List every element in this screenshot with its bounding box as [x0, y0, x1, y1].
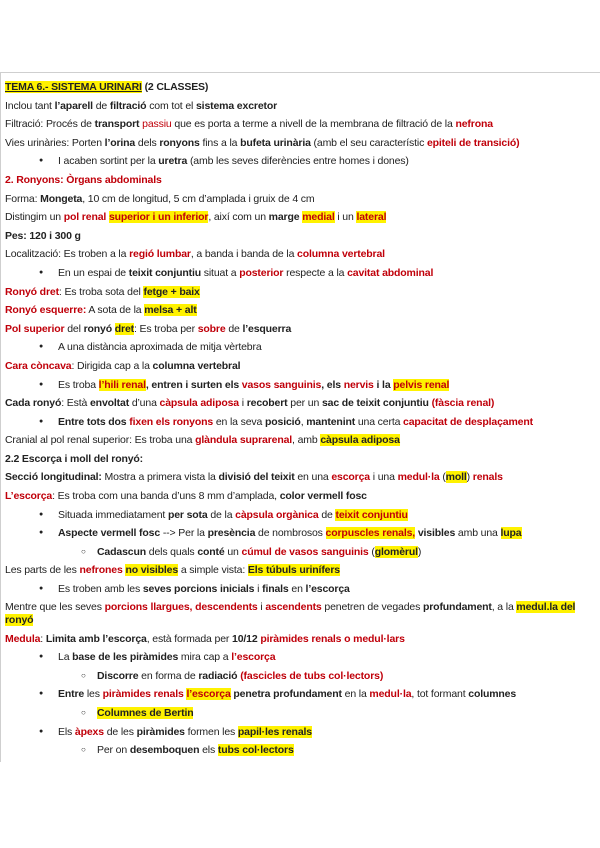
text-run: Entre — [58, 688, 85, 701]
text-run: nefrones — [79, 564, 123, 577]
text-run: Medula — [5, 632, 41, 645]
text-run: , entren i surten els — [145, 378, 242, 391]
bullet-line — [5, 704, 597, 723]
text-run: escorça — [331, 471, 370, 484]
text-run: A sota de la — [86, 304, 145, 317]
text-run: lateral — [356, 211, 387, 224]
text-run: ronyons — [159, 136, 200, 149]
text-run: dret — [114, 322, 135, 335]
text-run: tubs col·lectors — [217, 744, 294, 757]
text-run: de les — [103, 725, 137, 738]
text-run: per sota — [167, 508, 208, 521]
page-top-border — [0, 72, 600, 73]
text-run: columnes — [468, 688, 517, 701]
text-run: per un — [287, 397, 322, 410]
text-run: dels quals — [145, 545, 198, 558]
text-run: ronyó — [83, 322, 115, 335]
text-run: ( — [439, 471, 446, 484]
document-body — [5, 78, 597, 760]
text-line — [5, 468, 597, 487]
text-run: En un espai de — [58, 266, 129, 279]
text-run: columna vertebral — [297, 248, 385, 261]
text-run: amb una — [455, 527, 501, 540]
text-run: Aspecte vermell fosc — [58, 527, 161, 540]
text-run: Inclou tant — [5, 99, 55, 112]
text-run: i — [238, 397, 247, 410]
text-run: càpsula adiposa — [159, 397, 239, 410]
text-run: 2.2 Escorça i moll del ronyó: — [5, 452, 144, 465]
text-run: columna vertebral — [152, 359, 241, 372]
text-run: i — [254, 583, 263, 596]
text-run: Els túbuls urinífers — [247, 564, 340, 577]
text-line — [5, 357, 597, 376]
text-run: Els — [58, 725, 75, 738]
text-run: Es troben amb les — [58, 583, 143, 596]
text-run: conté — [197, 545, 225, 558]
text-run: càpsula adiposa — [320, 434, 400, 447]
text-run: Forma: — [5, 192, 41, 205]
text-run: sistema excretor — [195, 99, 278, 112]
text-run: , els — [321, 378, 344, 391]
text-run: melsa + alt — [144, 304, 197, 317]
text-run: no visibles — [125, 564, 179, 577]
text-run: capacitat de desplaçament — [403, 415, 533, 428]
text-run: : Dirigida cap a la — [71, 359, 153, 372]
text-run: glàndula suprarenal — [195, 434, 293, 447]
text-run: , està formada per — [146, 632, 232, 645]
text-run: com tot el — [146, 99, 196, 112]
text-run: del — [64, 322, 84, 335]
text-run: l’escorça — [305, 583, 350, 596]
text-line — [5, 431, 597, 450]
text-run: Les parts de les — [5, 564, 80, 577]
text-run: posterior — [239, 266, 284, 279]
text-run: sac de teixit conjuntiu — [321, 397, 429, 410]
text-run: Per on — [97, 744, 130, 757]
text-run: càpsula orgànica — [235, 508, 319, 521]
text-line — [5, 171, 597, 190]
text-run: Ronyó dret — [5, 285, 59, 298]
text-run: àpexs — [74, 725, 104, 738]
text-run: ) — [417, 545, 422, 558]
text-run: l’hili renal — [98, 378, 146, 391]
text-line — [5, 227, 597, 246]
text-run: penetren de vegades — [321, 600, 423, 613]
bullet-line — [5, 723, 597, 742]
text-run: radiació — [198, 669, 238, 682]
text-run: moll — [445, 471, 467, 484]
text-run: i un — [334, 211, 357, 224]
bullet-line — [5, 506, 597, 525]
text-run: , 10 cm de longitud, 5 cm d’amplada i gruix de 4 cm — [82, 192, 315, 205]
text-run: cavitat abdominal — [347, 266, 434, 279]
text-run: visibles — [415, 527, 456, 540]
bullet-line — [5, 741, 597, 760]
bullet-line — [5, 580, 597, 599]
text-run: passiu — [142, 118, 172, 131]
text-line — [5, 301, 597, 320]
text-run: pol renal — [63, 211, 109, 224]
bullet-line — [5, 685, 597, 704]
text-run: : Es troba per — [134, 322, 198, 335]
text-run: en la seva — [213, 415, 265, 428]
text-run: Cada ronyó — [5, 397, 62, 410]
text-run: en forma de — [138, 669, 199, 682]
text-run: formen les — [184, 725, 238, 738]
text-line — [5, 134, 597, 153]
text-line — [5, 245, 597, 264]
text-run: Cranial al pol renal superior — [5, 434, 130, 447]
text-run: nervis — [343, 378, 374, 391]
bullet-line — [5, 413, 597, 432]
text-run: : Es troben a la — [58, 248, 130, 261]
text-run: situat a — [201, 266, 240, 279]
text-run: l’escorça — [186, 688, 231, 701]
bullet-line — [5, 264, 597, 283]
text-run: Situada immediatament — [58, 508, 168, 521]
text-run: respecte a la — [283, 266, 348, 279]
text-run: de — [225, 322, 243, 335]
text-run: piràmides — [136, 725, 185, 738]
text-run: bufeta urinària — [240, 136, 311, 149]
text-line — [5, 320, 597, 339]
text-line — [5, 208, 597, 227]
page-left-border — [0, 72, 1, 762]
text-run: porcions llargues, descendents — [104, 600, 258, 613]
text-run: Pol superior — [5, 322, 65, 335]
text-run: envoltat — [89, 397, 130, 410]
text-run: epiteli de transició) — [426, 136, 520, 149]
text-run: : Porten — [66, 136, 105, 149]
text-run: ( — [368, 545, 375, 558]
bullet-line — [5, 524, 597, 543]
text-run: Mongeta — [40, 192, 83, 205]
text-run: I acaben sortint per la — [58, 155, 159, 168]
bullet-line — [5, 648, 597, 667]
text-run: medul·la — [369, 688, 412, 701]
text-run: piràmides renals — [102, 688, 184, 701]
text-run: renals — [472, 471, 503, 484]
text-run: d’una — [129, 397, 160, 410]
text-run: (fàscia renal) — [431, 397, 495, 410]
text-run: mira cap a — [178, 651, 232, 664]
text-run: vasos sanguinis — [241, 378, 322, 391]
bullet-line — [5, 152, 597, 171]
text-line — [5, 283, 597, 302]
text-run: nefrona — [455, 118, 493, 131]
text-run: recobert — [246, 397, 288, 410]
text-run: lupa — [500, 527, 522, 540]
text-run: pelvis renal — [393, 378, 450, 391]
bullet-line — [5, 338, 597, 357]
text-run: Mentre que les seves — [5, 600, 105, 613]
text-run: l’aparell — [54, 99, 93, 112]
text-run: regió lumbar — [129, 248, 191, 261]
text-run: 2. Ronyons: Òrgans abdominals — [5, 173, 162, 186]
text-run: (amb el seu característic — [310, 136, 427, 149]
text-run: en la — [341, 688, 370, 701]
text-run: Discorre — [97, 669, 139, 682]
text-run: A una distància aproximada de mitja vèrtebra — [58, 341, 262, 354]
text-run: : Està — [61, 397, 90, 410]
text-run: La — [58, 651, 73, 664]
text-run: Vies urinàries — [5, 136, 67, 149]
text-run: , amb — [292, 434, 321, 447]
text-run: Entre tots dos — [58, 415, 130, 428]
text-run: papil·les renals — [237, 725, 312, 738]
text-run: , a la — [491, 600, 517, 613]
text-run: , així com un — [208, 211, 269, 224]
text-run: L’escorça — [5, 490, 53, 503]
text-run: medul.la del ronyó — [5, 600, 576, 627]
text-run: Secció longitudinal: — [5, 471, 102, 484]
text-run: i la — [373, 378, 394, 391]
text-run: finals — [262, 583, 289, 596]
text-run: posició — [264, 415, 301, 428]
text-run: a simple vista: — [178, 564, 248, 577]
text-run: les — [84, 688, 103, 701]
text-run: en una — [294, 471, 332, 484]
text-line — [5, 450, 597, 469]
text-line — [5, 78, 597, 97]
text-line — [5, 599, 597, 630]
text-line — [5, 394, 597, 413]
text-run: de nombrosos — [255, 527, 326, 540]
text-run: en — [288, 583, 306, 596]
text-run: glomèrul — [374, 545, 418, 558]
text-run: seves porcions inicials — [142, 583, 255, 596]
text-run: , tot formant — [411, 688, 469, 701]
text-run: ascendents — [265, 600, 322, 613]
text-run: transport — [94, 118, 140, 131]
text-run: de — [318, 508, 336, 521]
text-run: cúmul de vasos sanguinis — [241, 545, 369, 558]
text-run: TEMA 6.- SISTEMA URINARI — [5, 81, 142, 93]
bullet-line — [5, 376, 597, 395]
text-run: teixit conjuntiu — [335, 508, 408, 521]
text-run: Es troba — [58, 378, 99, 391]
text-run: divisió del teixit — [218, 471, 295, 484]
text-run: fetge + baix — [143, 285, 200, 298]
text-run: l’escorça — [231, 651, 276, 664]
text-run: Limita amb l’escorça — [45, 632, 147, 645]
text-run: , — [300, 415, 307, 428]
text-run: filtració — [109, 99, 147, 112]
text-run: presència — [207, 527, 256, 540]
text-run: superior i un inferior — [108, 211, 209, 224]
text-run: els — [199, 744, 218, 757]
text-run: i una — [370, 471, 398, 484]
text-run: medial — [302, 211, 335, 224]
text-line — [5, 190, 597, 209]
text-line — [5, 115, 597, 134]
text-run: l’orina — [104, 136, 136, 149]
text-run: Distingim un — [5, 211, 64, 224]
bullet-line — [5, 667, 597, 686]
text-run: desemboquen — [129, 744, 200, 757]
text-run: : Es troba una — [129, 434, 196, 447]
text-run: sobre — [197, 322, 226, 335]
text-run: Pes: 120 i 300 g — [5, 229, 81, 242]
text-run: profundament — [422, 600, 492, 613]
text-run: penetra profundament — [233, 688, 342, 701]
text-run: --> Per la — [160, 527, 208, 540]
text-run: ) — [466, 471, 473, 484]
text-line — [5, 630, 597, 649]
text-run: que es porta a terme a nivell de la membrana de filtració de la — [171, 118, 456, 131]
text-run: una certa — [355, 415, 404, 428]
text-run: (2 CLASSES) — [141, 81, 209, 93]
text-run: i — [257, 600, 266, 613]
text-run: : Es troba com una banda d’uns 8 mm d’amplada, — [52, 490, 280, 503]
text-run: 10/12 — [232, 632, 258, 645]
text-run: Mostra a primera vista la — [101, 471, 219, 484]
text-run: color vermell fosc — [279, 490, 367, 503]
text-line — [5, 561, 597, 580]
text-run: Filtració — [5, 118, 41, 131]
text-run: , a banda i banda de la — [190, 248, 298, 261]
text-run: teixit conjuntiu — [128, 266, 201, 279]
text-line — [5, 487, 597, 506]
text-run: un — [224, 545, 242, 558]
text-run: corpuscles renals, — [325, 527, 416, 540]
text-run: piràmides renals o medul·lars — [260, 632, 405, 645]
text-run: Cara còncava — [5, 359, 72, 372]
text-run: Localització — [5, 248, 59, 261]
text-run: fins a la — [199, 136, 241, 149]
text-run: fixen els ronyons — [129, 415, 214, 428]
text-run: medul·la — [397, 471, 440, 484]
text-run: de la — [207, 508, 236, 521]
text-run: : Procés de — [40, 118, 95, 131]
text-run: Cadascun — [97, 545, 146, 558]
text-run: mantenint — [306, 415, 356, 428]
text-run: Ronyó esquerre: — [5, 304, 87, 317]
text-line — [5, 97, 597, 116]
text-run: (fascicles de tubs col·lectors) — [240, 669, 384, 682]
text-run: dels — [135, 136, 160, 149]
text-run: l’esquerra — [242, 322, 292, 335]
text-run: (amb les seves diferències entre homes i dones) — [187, 155, 409, 168]
text-run: Columnes de Bertin — [97, 707, 194, 719]
text-run: base de les piràmides — [72, 651, 179, 664]
text-run: de — [92, 99, 110, 112]
text-run: marge — [268, 211, 303, 224]
text-run: : Es troba sota del — [58, 285, 144, 298]
text-run: : — [40, 632, 46, 645]
text-run: uretra — [158, 155, 188, 168]
bullet-line — [5, 543, 597, 562]
